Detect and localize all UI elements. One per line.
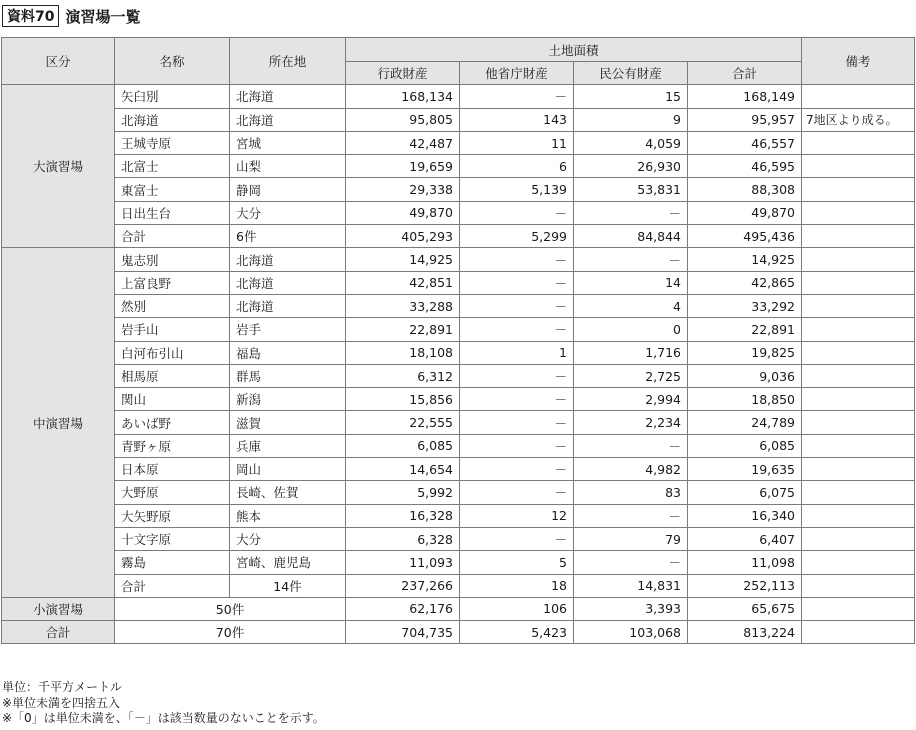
table-row (2, 85, 915, 108)
cell-location: 群馬 (230, 364, 346, 387)
cell-tashocho: 18 (460, 574, 574, 597)
cell-gokei: 14,925 (688, 248, 802, 271)
cell-gokei: 11,098 (688, 551, 802, 574)
cell-gyosei: 22,555 (346, 411, 460, 434)
note-rounding: ※単位未満を四捨五入 (2, 695, 121, 710)
cell-location: 宮城 (230, 131, 346, 154)
cell-minkoyu: － (574, 551, 688, 574)
cell-gokei: 6,075 (688, 481, 802, 504)
cell-gokei: 46,595 (688, 155, 802, 178)
document-number-badge: 資料70 (2, 5, 59, 27)
cell-name: 合計 (115, 225, 230, 248)
cell-minkoyu: 53,831 (574, 178, 688, 201)
cell-biko (802, 178, 915, 201)
cell-minkoyu: － (574, 504, 688, 527)
cell-gokei: 19,825 (688, 341, 802, 364)
cell-gokei: 19,635 (688, 458, 802, 481)
cell-biko (802, 388, 915, 411)
table-row (2, 248, 915, 271)
cell-tashocho: 6 (460, 155, 574, 178)
cell-name: 相馬原 (115, 364, 230, 387)
cell-name: 大矢野原 (115, 504, 230, 527)
cell-gyosei: 19,659 (346, 155, 460, 178)
cell-name: 日出生台 (115, 201, 230, 224)
header-gokei: 合計 (688, 62, 802, 85)
cell-location: 山梨 (230, 155, 346, 178)
cell-tashocho: 143 (460, 108, 574, 131)
table-row (2, 551, 915, 574)
cell-minkoyu: 1,716 (574, 341, 688, 364)
cell-gyosei: 15,856 (346, 388, 460, 411)
cell-tashocho: － (460, 434, 574, 457)
table-row (2, 411, 915, 434)
cell-tashocho: 11 (460, 131, 574, 154)
cell-name: 白河布引山 (115, 341, 230, 364)
cell-biko (802, 271, 915, 294)
cell-gyosei: 704,735 (346, 621, 460, 644)
cell-tashocho: － (460, 294, 574, 317)
cell-biko (802, 574, 915, 597)
cell-minkoyu: 14,831 (574, 574, 688, 597)
cell-location: 大分 (230, 201, 346, 224)
cell-tashocho: 5 (460, 551, 574, 574)
cell-location: 宮崎、鹿児島 (230, 551, 346, 574)
cell-biko (802, 527, 915, 550)
cell-gyosei: 49,870 (346, 201, 460, 224)
cell-biko (802, 481, 915, 504)
cell-biko (802, 621, 915, 644)
cell-biko (802, 225, 915, 248)
cell-gyosei: 6,328 (346, 527, 460, 550)
cell-name: 矢臼別 (115, 85, 230, 108)
cell-minkoyu: 2,234 (574, 411, 688, 434)
cell-gyosei: 405,293 (346, 225, 460, 248)
cell-biko (802, 551, 915, 574)
cell-biko (802, 504, 915, 527)
cell-name: 関山 (115, 388, 230, 411)
cell-location: 北海道 (230, 271, 346, 294)
cell-location: 新潟 (230, 388, 346, 411)
cell-biko (802, 318, 915, 341)
table-body (2, 85, 915, 644)
table-row (2, 131, 915, 154)
cell-gokei: 16,340 (688, 504, 802, 527)
cell-gyosei: 62,176 (346, 597, 460, 620)
cell-gyosei: 42,851 (346, 271, 460, 294)
table-row-medium-total (2, 574, 915, 597)
cell-biko (802, 155, 915, 178)
header-tashocho: 他省庁財産 (460, 62, 574, 85)
cell-name: 東富士 (115, 178, 230, 201)
cell-name: 王城寺原 (115, 131, 230, 154)
cell-gokei: 42,865 (688, 271, 802, 294)
table-row (2, 388, 915, 411)
cell-gokei: 495,436 (688, 225, 802, 248)
cell-gokei: 9,036 (688, 364, 802, 387)
cell-gokei: 6,407 (688, 527, 802, 550)
table-row (2, 108, 915, 131)
cell-tashocho: － (460, 364, 574, 387)
cell-name: 岩手山 (115, 318, 230, 341)
cell-minkoyu: 79 (574, 527, 688, 550)
cell-location: 滋賀 (230, 411, 346, 434)
cell-gokei: 6,085 (688, 434, 802, 457)
cell-gyosei: 16,328 (346, 504, 460, 527)
cell-minkoyu: 103,068 (574, 621, 688, 644)
cell-gokei: 65,675 (688, 597, 802, 620)
cell-name: 十文字原 (115, 527, 230, 550)
page-title: 演習場一覧 (65, 7, 141, 26)
note-unit: 単位：千平方メートル (2, 680, 123, 694)
cell-tashocho: － (460, 201, 574, 224)
header-name: 名称 (115, 38, 230, 85)
title-area (2, 3, 141, 29)
cell-biko (802, 294, 915, 317)
cell-minkoyu: 2,994 (574, 388, 688, 411)
group-label: 大演習場 (2, 85, 115, 248)
header-land-area: 土地面積 (346, 38, 802, 62)
cell-biko (802, 248, 915, 271)
table-row-small (2, 597, 915, 620)
cell-gyosei: 6,085 (346, 434, 460, 457)
cell-gyosei: 29,338 (346, 178, 460, 201)
cell-gyosei: 168,134 (346, 85, 460, 108)
cell-gyosei: 14,654 (346, 458, 460, 481)
cell-location: 6件 (230, 225, 346, 248)
note-symbols: ※「0」は単位未満を、「－」は該当数量のないことを示す。 (2, 711, 325, 725)
cell-gyosei: 22,891 (346, 318, 460, 341)
cell-name: 上富良野 (115, 271, 230, 294)
cell-biko (802, 85, 915, 108)
cell-gokei: 33,292 (688, 294, 802, 317)
cell-biko (802, 597, 915, 620)
cell-gokei: 18,850 (688, 388, 802, 411)
group-label: 小演習場 (2, 597, 115, 620)
cell-gyosei: 95,805 (346, 108, 460, 131)
cell-tashocho: － (460, 388, 574, 411)
cell-tashocho: － (460, 527, 574, 550)
cell-minkoyu: 15 (574, 85, 688, 108)
cell-minkoyu: 0 (574, 318, 688, 341)
cell-biko (802, 458, 915, 481)
cell-count: 70件 (115, 621, 346, 644)
cell-minkoyu: 9 (574, 108, 688, 131)
cell-tashocho: 5,423 (460, 621, 574, 644)
cell-count: 14件 (230, 574, 346, 597)
cell-minkoyu: 84,844 (574, 225, 688, 248)
header-kubun: 区分 (2, 38, 115, 85)
cell-location: 静岡 (230, 178, 346, 201)
cell-name: 日本原 (115, 458, 230, 481)
cell-gokei: 24,789 (688, 411, 802, 434)
cell-gyosei: 18,108 (346, 341, 460, 364)
table-row (2, 155, 915, 178)
cell-minkoyu: 4,982 (574, 458, 688, 481)
cell-name: 合計 (115, 574, 230, 597)
cell-tashocho: － (460, 481, 574, 504)
cell-location: 熊本 (230, 504, 346, 527)
cell-minkoyu: 26,930 (574, 155, 688, 178)
group-label: 中演習場 (2, 248, 115, 597)
cell-tashocho: － (460, 318, 574, 341)
cell-minkoyu: － (574, 434, 688, 457)
cell-location: 北海道 (230, 248, 346, 271)
cell-count: 50件 (115, 597, 346, 620)
table-row (2, 458, 915, 481)
cell-location: 岡山 (230, 458, 346, 481)
cell-tashocho: 5,299 (460, 225, 574, 248)
header-location: 所在地 (230, 38, 346, 85)
cell-location: 北海道 (230, 108, 346, 131)
cell-biko: 7地区より成る。 (802, 108, 915, 131)
cell-name: 大野原 (115, 481, 230, 504)
header-biko: 備考 (802, 38, 915, 85)
cell-gyosei: 237,266 (346, 574, 460, 597)
cell-location: 北海道 (230, 85, 346, 108)
cell-tashocho: － (460, 248, 574, 271)
cell-minkoyu: 4,059 (574, 131, 688, 154)
cell-minkoyu: 83 (574, 481, 688, 504)
cell-minkoyu: － (574, 248, 688, 271)
table-row (2, 178, 915, 201)
table-row (2, 481, 915, 504)
table-row (2, 225, 915, 248)
cell-gyosei: 11,093 (346, 551, 460, 574)
cell-minkoyu: 2,725 (574, 364, 688, 387)
cell-gyosei: 33,288 (346, 294, 460, 317)
cell-gokei: 168,149 (688, 85, 802, 108)
cell-location: 兵庫 (230, 434, 346, 457)
cell-gokei: 88,308 (688, 178, 802, 201)
table-row (2, 201, 915, 224)
cell-name: 鬼志別 (115, 248, 230, 271)
cell-location: 福島 (230, 341, 346, 364)
header-minkoyu: 民公有財産 (574, 62, 688, 85)
table-row (2, 294, 915, 317)
cell-location: 長崎、佐賀 (230, 481, 346, 504)
cell-name: 霧島 (115, 551, 230, 574)
group-label: 合計 (2, 621, 115, 644)
cell-name: 青野ヶ原 (115, 434, 230, 457)
cell-minkoyu: 4 (574, 294, 688, 317)
table-row (2, 504, 915, 527)
cell-biko (802, 364, 915, 387)
cell-tashocho: 5,139 (460, 178, 574, 201)
cell-gokei: 46,557 (688, 131, 802, 154)
cell-gyosei: 14,925 (346, 248, 460, 271)
table-row (2, 434, 915, 457)
header-gyosei: 行政財産 (346, 62, 460, 85)
cell-name: 北海道 (115, 108, 230, 131)
table-row (2, 318, 915, 341)
cell-tashocho: 1 (460, 341, 574, 364)
cell-name: あいば野 (115, 411, 230, 434)
cell-tashocho: 12 (460, 504, 574, 527)
cell-gyosei: 5,992 (346, 481, 460, 504)
cell-gokei: 22,891 (688, 318, 802, 341)
cell-location: 大分 (230, 527, 346, 550)
cell-gokei: 49,870 (688, 201, 802, 224)
cell-name: 北富士 (115, 155, 230, 178)
cell-location: 岩手 (230, 318, 346, 341)
cell-tashocho: 106 (460, 597, 574, 620)
cell-gokei: 95,957 (688, 108, 802, 131)
cell-biko (802, 341, 915, 364)
cell-tashocho: － (460, 271, 574, 294)
table-row (2, 527, 915, 550)
table-header (2, 38, 915, 85)
cell-name: 然別 (115, 294, 230, 317)
cell-minkoyu: 3,393 (574, 597, 688, 620)
cell-biko (802, 201, 915, 224)
cell-gyosei: 6,312 (346, 364, 460, 387)
footnotes (2, 680, 325, 727)
cell-biko (802, 131, 915, 154)
cell-gyosei: 42,487 (346, 131, 460, 154)
cell-tashocho: － (460, 458, 574, 481)
table-row (2, 271, 915, 294)
table-row-total (2, 621, 915, 644)
cell-biko (802, 434, 915, 457)
cell-location: 北海道 (230, 294, 346, 317)
table-row (2, 364, 915, 387)
cell-biko (802, 411, 915, 434)
cell-tashocho: － (460, 411, 574, 434)
cell-gokei: 813,224 (688, 621, 802, 644)
cell-gokei: 252,113 (688, 574, 802, 597)
cell-minkoyu: 14 (574, 271, 688, 294)
cell-minkoyu: － (574, 201, 688, 224)
table-row (2, 341, 915, 364)
training-areas-table (1, 37, 915, 644)
cell-tashocho: － (460, 85, 574, 108)
